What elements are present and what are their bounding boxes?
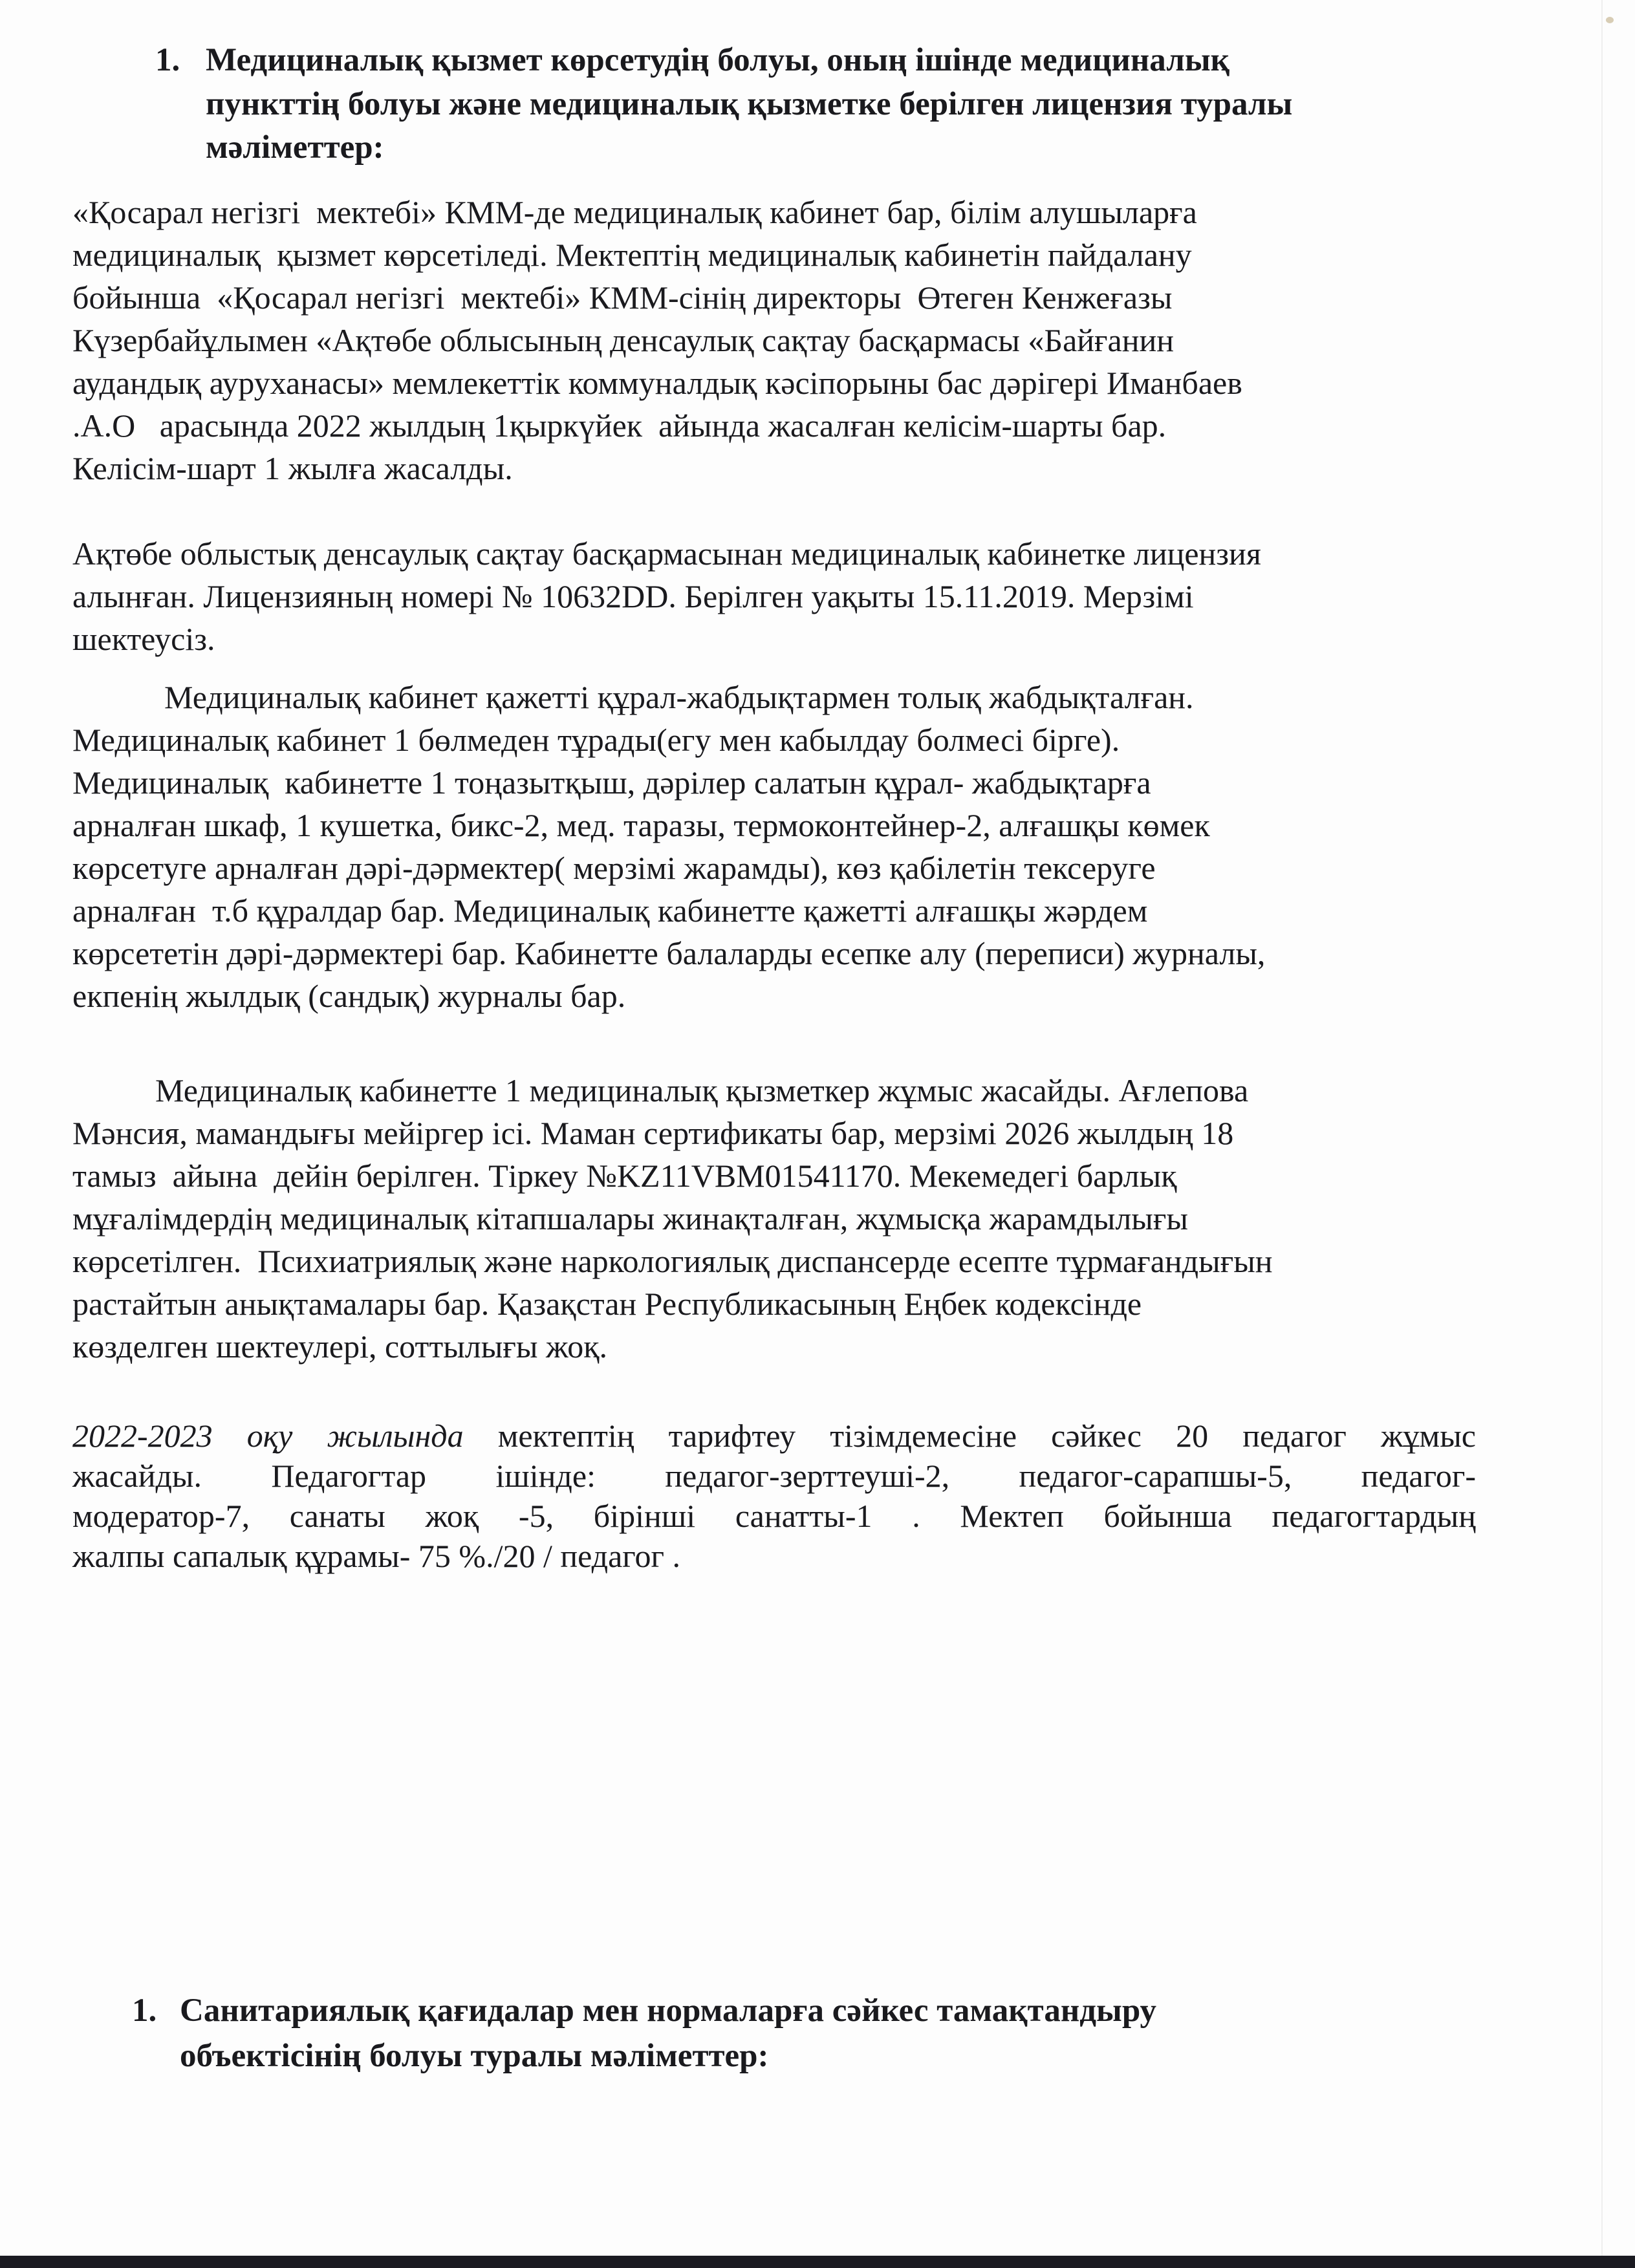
text-line: Медициналық кабинетте 1 тоңазытқыш, дәрілер салатын құрал- жабдықтарға [72,764,1151,801]
section-1-number: 1. [155,42,180,78]
text-line: Мәнсия, мамандығы мейіргер ісі. Маман сертификаты бар, мерзімі 2026 жылдың 18 [72,1115,1234,1151]
text-line: жалпы сапалық құрамы- 75 %./20 / педагог . [72,1538,681,1574]
text-line: модератор-7, санаты жоқ -5, бірінші санатты-1 . Мектеп бойынша педагогтардың [72,1498,1476,1534]
heading-line: объектісінің болуы туралы мәліметтер: [180,2038,769,2074]
text-line: арналған шкаф, 1 кушетка, бикс-2, мед. таразы, термоконтейнер-2, алғашқы көмек [72,807,1210,843]
text-line: Күзербайұлымен «Ақтөбе облысының денсаулық сақтау басқармасы «Байғанин [72,322,1175,358]
text-line: шектеусіз. [72,621,215,657]
heading-line: пункттің болуы және медициналық қызметке берілген лицензия туралы [206,86,1293,122]
text-line: алынған. Лицензияның номері № 10632DD. Берілген уақыты 15.11.2019. Мерзімі [72,578,1194,614]
text-line: екпенің жылдық (сандық) журналы бар. [72,978,626,1014]
scan-speck [1606,17,1614,23]
text-line: бойынша «Қосарал негізгі мектебі» КММ-сінің директоры Өтеген Кенжеғазы [72,279,1173,316]
text-line: көрсетілген. Психиатриялық және наркологиялық диспансерде есепте тұрмағандығын [72,1243,1273,1279]
text-line: «Қосарал негізгі мектебі» КММ-де медициналық кабинет бар, білім алушыларға [72,194,1197,230]
scanner-bottom-bar [0,2256,1635,2268]
text-line: .А.О арасында 2022 жылдың 1қыркүйек айында жасалған келісім-шарты бар. [72,407,1167,444]
text-line: аудандық ауруханасы» мемлекеттік коммуналдық кәсіпорыны бас дәрігері Иманбаев [72,365,1242,401]
text-line: тамыз айына дейін берілген. Тіркеу №KZ11VBM01541170. Мекемедегі барлық [72,1158,1177,1194]
text-line: Келісім-шарт 1 жылға жасалды. [72,450,513,486]
heading-line: Медициналық қызмет көрсетудің болуы, оның ішінде медициналық [206,42,1230,78]
text-line: Медициналық кабинет 1 бөлмеден тұрады(егу мен кабылдау болмесі бірге). [72,722,1120,758]
text-line: көрсететін дәрі-дәрмектері бар. Кабинетте балаларды есепке алу (переписи) журналы, [72,935,1266,971]
section-2-number: 1. [132,1993,157,2029]
text-line: Медициналық кабинет қажетті құрал-жабдықтармен толық жабдықталған. [164,679,1194,715]
text-line: көзделген шектеулері, соттылығы жоқ. [72,1328,608,1365]
text-line: Медициналық кабинетте 1 медициналық қызметкер жұмыс жасайды. Ағлепова [155,1072,1249,1108]
heading-line: Санитариялық қағидалар мен нормаларға сәйкес тамақтандыру [180,1993,1157,2029]
academic-year-italic: 2022-2023 оқу жылында [72,1418,464,1454]
text-line: Ақтөбе облыстық денсаулық сақтау басқармасынан медициналық кабинетке лицензия [72,535,1261,572]
text-span: мектептің тарифтеу тізімдемесіне сәйкес 20 педагог жұмыс [463,1418,1476,1454]
scan-edge-line [1601,0,1603,2256]
text-line: мұғалімдердің медициналық кітапшалары жинақталған, жұмысқа жарамдылығы [72,1200,1188,1237]
text-line [72,1416,1476,1455]
text-line: жасайды. Педагогтар ішінде: педагог-зерттеуші-2, педагог-сарапшы-5, педагог- [72,1458,1476,1494]
text-line: растайтын анықтамалары бар. Қазақстан Республикасының Еңбек кодексінде [72,1286,1142,1322]
text-line: арналған т.б құралдар бар. Медициналық кабинетте қажетті алғашқы жәрдем [72,892,1148,929]
text-line: көрсетуге арналған дәрі-дәрмектер( мерзімі жарамды), көз қабілетін тексеруге [72,850,1156,886]
heading-line: мәліметтер: [206,129,384,166]
text-line: медициналық қызмет көрсетіледі. Мектептің медициналық кабинетін пайдалану [72,237,1192,273]
